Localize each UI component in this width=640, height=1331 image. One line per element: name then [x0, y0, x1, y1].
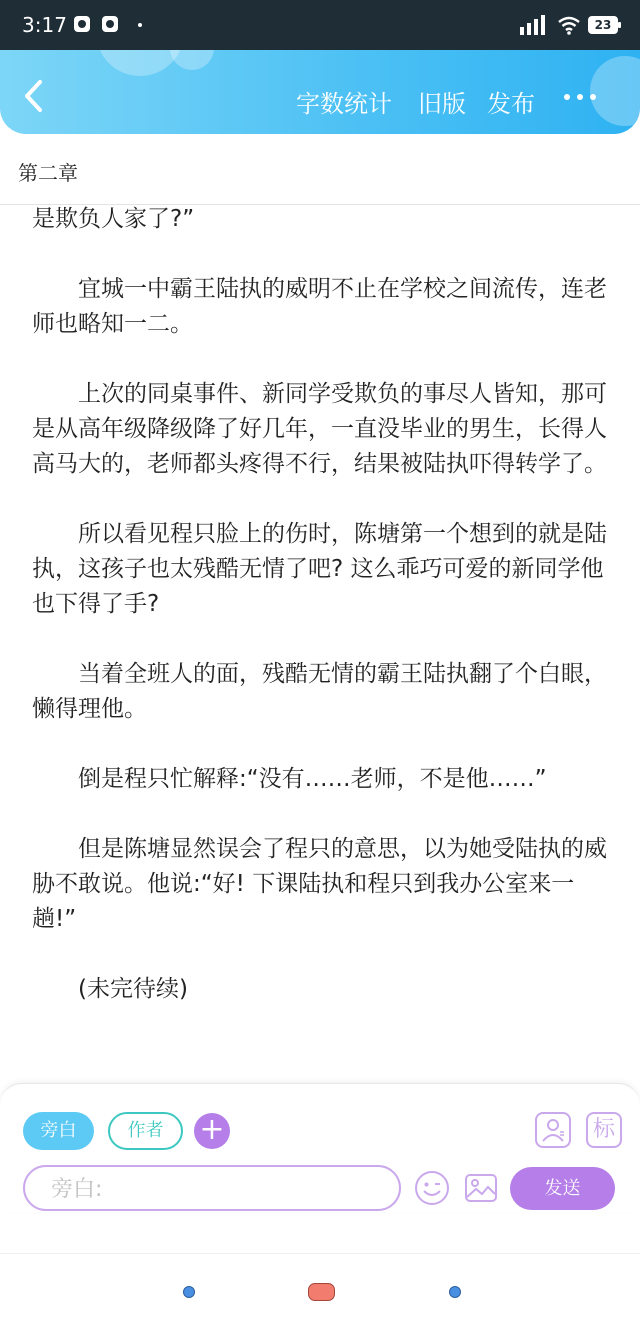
chapter-title[interactable]: 第二章	[18, 161, 78, 185]
more-notifications-dot-icon	[138, 23, 142, 27]
paragraph: 宜城一中霸王陆执的威明不止在学校之间流传，连老师也略知一二。	[32, 276, 607, 337]
paragraph: 当着全班人的面，残酷无情的霸王陆执翻了个白眼，懒得理他。	[32, 661, 607, 722]
composer-panel	[0, 1083, 640, 1212]
send-button[interactable]: 发送	[510, 1167, 615, 1210]
status-time: 3:17	[22, 13, 67, 37]
nav-menu-button[interactable]	[183, 1286, 195, 1298]
message-input[interactable]	[49, 1167, 383, 1211]
narration-role-chip[interactable]: 旁白	[23, 1112, 94, 1150]
image-icon[interactable]	[463, 1170, 499, 1206]
person-icon	[537, 1114, 569, 1146]
word-count-button[interactable]: 字数统计	[296, 90, 392, 118]
paragraph: 上次的同桌事件、新同学受欺负的事尽人皆知，那可是从高年级降级降了好几年，一直没毕业的男生，长得人高马大的，老师都头疼得不行，结果被陆执吓得转学了。	[32, 381, 607, 477]
publish-button[interactable]: 发布	[487, 90, 535, 118]
wifi-icon	[557, 14, 581, 36]
paragraph: 倒是程只忙解释:“没有……老师，不是他……”	[78, 766, 547, 792]
mark-button[interactable]: 标	[586, 1112, 622, 1148]
add-role-button[interactable]: +	[194, 1113, 230, 1149]
top-app-bar	[0, 50, 640, 134]
nav-home-button[interactable]	[308, 1283, 335, 1301]
author-role-chip[interactable]: 作者	[108, 1112, 183, 1150]
more-options-icon[interactable]	[562, 86, 598, 106]
paragraph: 是欺负人家了?”	[32, 206, 195, 232]
paragraph: 但是陈塘显然误会了程只的意思，以为她受陆执的威胁不敢说。他说:“好! 下课陆执和程只到我办公室来一趟!”	[32, 836, 607, 932]
decorative-bubble	[170, 50, 214, 70]
message-input-wrapper	[23, 1165, 401, 1211]
system-navigation-bar	[0, 1253, 640, 1331]
cellular-signal-icon	[520, 14, 550, 36]
paragraph: (未完待续)	[78, 976, 188, 1002]
nav-back-button[interactable]	[449, 1286, 461, 1298]
paragraph: 所以看见程只脸上的伤时，陈塘第一个想到的就是陆执，这孩子也太残酷无情了吧? 这么乖巧可爱的新同学他也下得了手?	[32, 521, 607, 617]
emoji-icon[interactable]	[414, 1170, 450, 1206]
app-notification-icon	[102, 16, 118, 32]
story-content[interactable]	[32, 202, 610, 1042]
character-icon[interactable]	[535, 1112, 571, 1148]
status-bar	[0, 0, 640, 50]
back-arrow-icon[interactable]	[20, 78, 50, 114]
old-version-button[interactable]: 旧版	[418, 90, 466, 118]
app-notification-icon	[74, 16, 90, 32]
battery-icon: 23	[588, 16, 618, 34]
